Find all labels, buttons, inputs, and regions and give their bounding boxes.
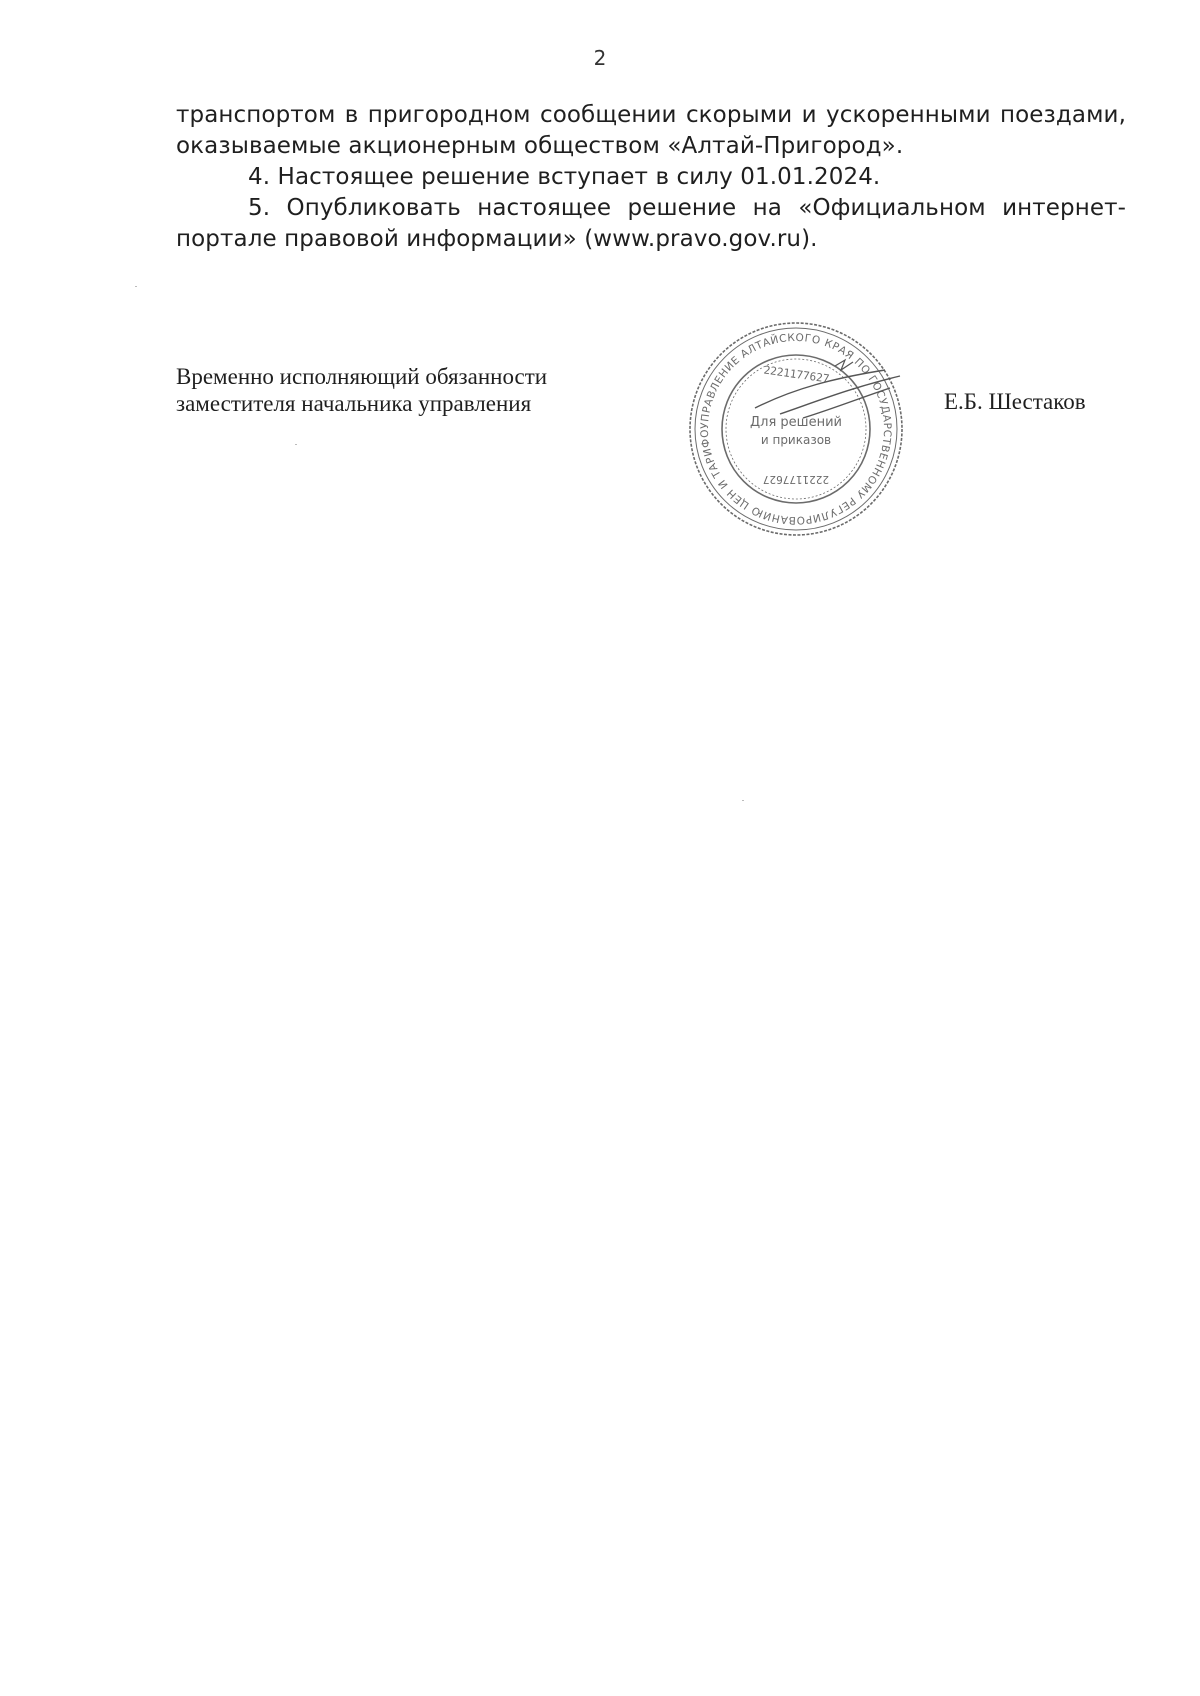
- seal-inn-bottom: 2221177627: [762, 473, 830, 486]
- signer-name: Е.Б. Шестаков: [944, 389, 1086, 414]
- paragraph-continuation-line-2: оказываемые акционерным обществом «Алтай-Пригород».: [176, 133, 904, 159]
- seal-ring-text: УПРАВЛЕНИЕ АЛТАЙСКОГО КРАЯ ПО ГОСУДАРСТВЕННОМУ РЕГУЛИРОВАНИЮ ЦЕН И ТАРИФО: [698, 331, 894, 527]
- seal-graphic: [685, 318, 907, 540]
- scan-speck: [742, 800, 744, 801]
- seal-inn-top: 2221177627: [762, 363, 831, 386]
- signer-position-line-2: заместителя начальника управления: [176, 391, 532, 416]
- item-5-line-2: портале правовой информации» (www.pravo.gov.ru).: [176, 226, 818, 252]
- seal-inner-text-line-2: и приказов: [760, 433, 832, 447]
- item-4: 4. Настоящее решение вступает в силу 01.01.2024.: [248, 164, 881, 190]
- page-number: 2: [593, 46, 607, 70]
- item-5-line-1: 5. Опубликовать настоящее решение на «Официальном интернет-: [248, 195, 1126, 221]
- scan-speck: [135, 286, 137, 287]
- scan-speck: [295, 444, 297, 445]
- seal-inner-text-line-1: Для решений: [750, 415, 842, 430]
- decision-text: [176, 100, 1126, 255]
- official-seal-stamp: [685, 318, 907, 540]
- signer-position: [176, 363, 547, 417]
- signer-position-line-1: Временно исполняющий обязанности: [176, 364, 548, 389]
- paragraph-continuation-line-1: транспортом в пригородном сообщении скорыми и ускоренными поездами,: [176, 102, 1126, 128]
